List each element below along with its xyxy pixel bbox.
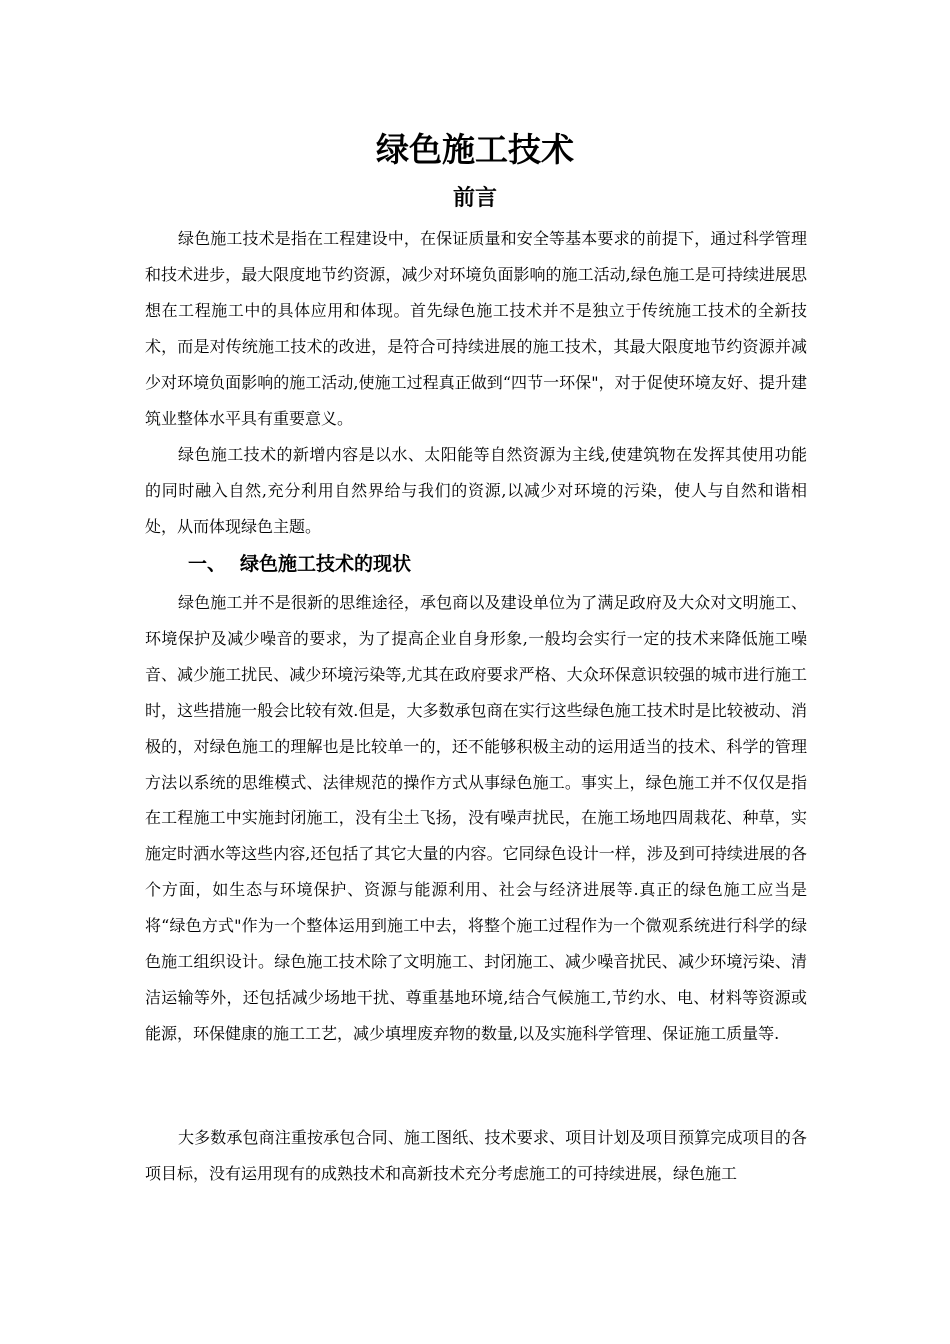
section-1-heading	[188, 549, 411, 579]
preface-paragraph-1: 绿色施工技术是指在工程建设中，在保证质量和安全等基本要求的前提下，通过科学管理和技术进步，最大限度地节约资源，减少对环境负面影响的施工活动,绿色施工是可持续进展思想在工程施工中的具体应用和体现。首先绿色施工技术并不是独立于传统施工技术的全新技术，而是对传统施工技术的改进，是符合可持续进展的施工技术，其最大限度地节约资源并减少对环境负面影响的施工活动,使施工过程真正做到“四节一环保"，对于促使环境友好、提升建筑业整体水平具有重要意义。	[145, 229, 807, 428]
section-1-paragraph-1: 绿色施工并不是很新的思维途径，承包商以及建设单位为了满足政府及大众对文明施工、环境保护及减少噪音的要求，为了提高企业自身形象,一般均会实行一定的技术来降低施工噪音、减少施工扰民、减少环境污染等,尤其在政府要求严格、大众环保意识较强的城市进行施工时，这些措施一般会比较有效.但是，大多数承包商在实行这些绿色施工技术时是比较被动、消极的，对绿色施工的理解也是比较单一的，还不能够积极主动的运用适当的技术、科学的管理方法以系统的思维模式、法律规范的操作方式从事绿色施工。事实上，绿色施工并不仅仅是指在工程施工中实施封闭施工，没有尘土飞扬，没有噪声扰民，在施工场地四周栽花、种草，实施定时洒水等这些内容,还包括了其它大量的内容。它同绿色设计一样，涉及到可持续进展的各个方面，如生态与环境保护、资源与能源利用、社会与经济进展等.真正的绿色施工应当是将“绿色方式"作为一个整体运用到施工中去，将整个施工过程作为一个微观系统进行科学的绿色施工组织设计。绿色施工技术除了文明施工、封闭施工、减少噪音扰民、减少环境污染、清洁运输等外，还包括减少场地干扰、尊重基地环境,结合气候施工,节约水、电、材料等资源或能源，环保健康的施工工艺，减少填埋废弃物的数量,以及实施科学管理、保证施工质量等.	[145, 593, 807, 1043]
section-1-number: 一、	[188, 553, 227, 575]
section-1-paragraph-2: 大多数承包商注重按承包合同、施工图纸、技术要求、项目计划及项目预算完成项目的各项目标，没有运用现有的成熟技术和高新技术充分考虑施工的可持续进展，绿色施工	[145, 1128, 807, 1183]
preface-paragraph-2: 绿色施工技术的新增内容是以水、太阳能等自然资源为主线,使建筑物在发挥其使用功能的同时融入自然,充分利用自然界给与我们的资源,以减少对环境的污染，使人与自然和谐相处，从而体现绿色主题。	[145, 445, 807, 536]
section-1-title: 绿色施工技术的现状	[240, 553, 412, 575]
preface-heading: 前言	[452, 186, 497, 211]
document-title: 绿色施工技术	[376, 130, 574, 169]
